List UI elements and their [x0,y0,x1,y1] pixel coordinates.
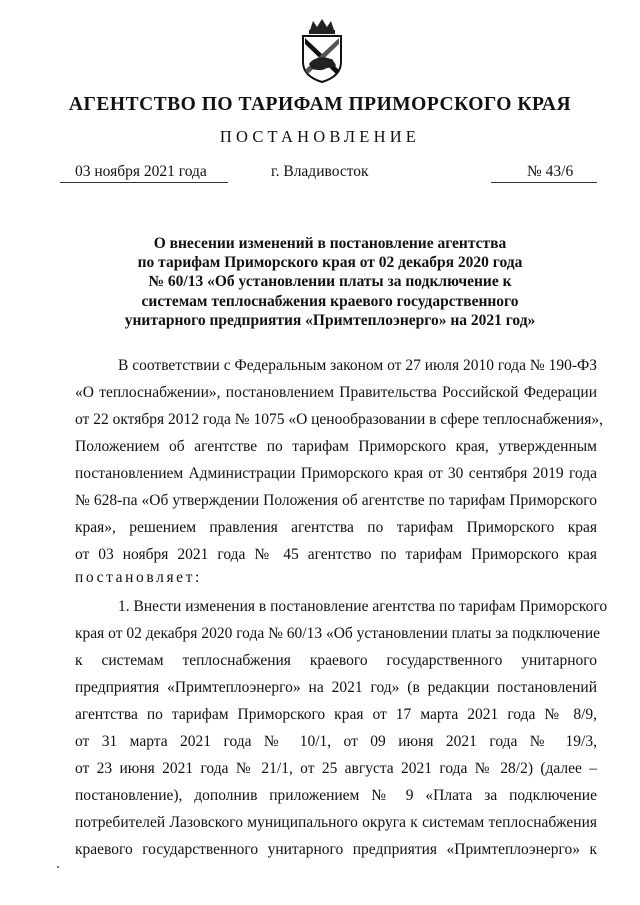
scan-speck [57,866,59,868]
body-line: краевого государственного унитарного предприятия «Примтеплоэнерго» к [75,841,597,858]
subject-line: О внесении изменений в постановление агентства [153,235,507,252]
document-city: г. Владивосток [271,163,369,180]
body-line: края», решением правления агентства по тарифам Приморского края [75,519,597,536]
agency-title: АГЕНТСТВО ПО ТАРИФАМ ПРИМОРСКОГО КРАЯ [68,94,572,115]
body-line: Положением об агентстве по тарифам Приморского края, утвержденным [75,438,597,455]
body-line: от 22 октября 2012 года № 1075 «О ценообразовании в сфере теплоснабжения», [75,411,603,428]
body-line: В соответствии с Федеральным законом от 27 июля 2010 года № 190-ФЗ [118,357,597,374]
body-line: от 31 марта 2021 года № 10/1, от 09 июня 2021 года № 19/3, [75,733,597,750]
body-line: постановлением Администрации Приморского края от 30 сентября 2019 года [75,465,597,482]
body-line: № 628-па «Об утверждении Положения об агентстве по тарифам Приморского [75,492,597,509]
coat-of-arms-icon [298,18,346,84]
body-line: предприятия «Примтеплоэнерго» на 2021 год» (в редакции постановлений [75,679,597,696]
body-line: края от 02 декабря 2020 года № 60/13 «Об установлении платы за подключение [75,625,600,642]
body-line: агентства по тарифам Приморского края от 17 марта 2021 года № 8/9, [75,706,597,723]
subject-line: системам теплоснабжения краевого государственного [141,292,519,310]
body-line-resolves: постановляет: [75,569,202,586]
document-type: ПОСТАНОВЛЕНИЕ [219,127,421,146]
body-line: потребителей Лазовского муниципального округа к системам теплоснабжения [75,814,597,831]
body-line: к системам теплоснабжения краевого государственного унитарного [75,652,597,669]
body-line: постановление), дополнив приложением № 9 «Плата за подключение [75,787,597,804]
document-subject [60,234,600,330]
body-line: от 23 июня 2021 года № 21/1, от 25 августа 2021 года № 28/2) (далее – [75,760,597,777]
subject-line: № 60/13 «Об установлении платы за подключение к [148,273,512,291]
document-number: № 43/6 [527,163,574,180]
body-line: 1. Внести изменения в постановление агентства по тарифам Приморского [118,598,608,615]
subject-line: по тарифам Приморского края от 02 декабря 2020 года [137,254,523,272]
date-underline [60,182,228,183]
document-date: 03 ноября 2021 года [75,163,207,180]
subject-line: унитарного предприятия «Примтеплоэнерго» на 2021 год» [124,311,536,329]
body-line: от 03 ноября 2021 года № 45 агентство по тарифам Приморского края [75,546,597,563]
body-line: «О теплоснабжении», постановлением Правительства Российской Федерации [75,384,597,401]
number-underline [491,182,597,183]
